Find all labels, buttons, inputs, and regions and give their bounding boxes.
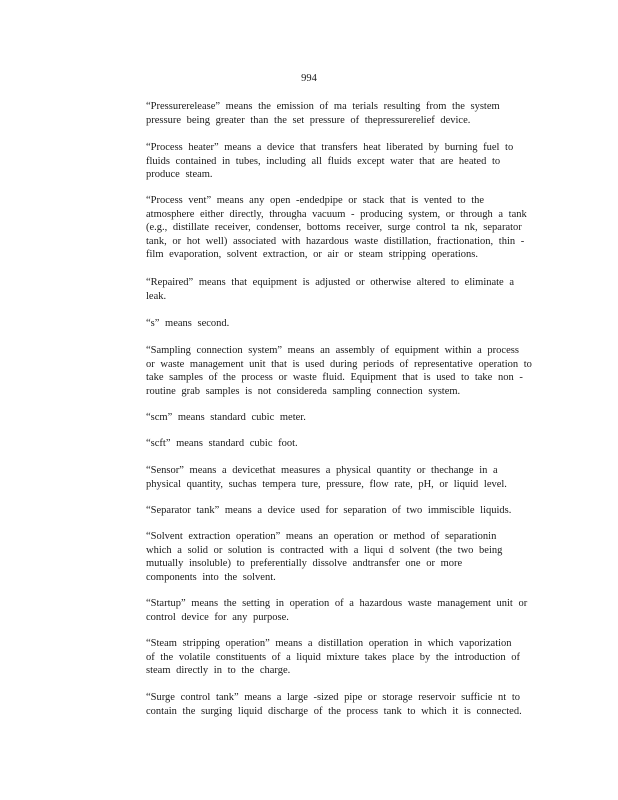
definition-line: components into the solvent.: [146, 571, 276, 583]
definition-line: mutually insoluble) to preferentially dissolve andtransfer one or more: [146, 558, 463, 570]
definition-sensor: [146, 464, 546, 491]
definition-line: “Separator tank” means a device used for separation of two immiscible liquids.: [146, 505, 512, 516]
definition-line: pressure being greater than the set pressure of thepressurerelief device.: [146, 114, 471, 126]
definition-line: “s” means second.: [146, 318, 230, 329]
definition-line: control device for any purpose.: [146, 611, 289, 623]
definition-line: “Sensor” means a devicethat measures a physical quantity or thechange in a: [146, 465, 498, 476]
definition-line: physical quantity, suchas tempera ture, pressure, flow rate, pH, or liquid level.: [146, 478, 507, 490]
definition-s: [146, 317, 546, 331]
definition-line: “Surge control tank” means a large -sized pipe or storage reservoir sufficie nt to: [146, 692, 521, 703]
definition-line: “Steam stripping operation” means a distillation operation in which vaporization: [146, 638, 512, 649]
definition-surge-control-tank: [146, 691, 546, 718]
definition-line: “Pressurerelease” means the emission of ma terials resulting from the system: [146, 101, 500, 112]
definition-process-heater: [146, 141, 546, 182]
definition-line: film evaporation, solvent extraction, or air or steam stripping operations.: [146, 249, 479, 261]
definition-separator-tank: [146, 504, 546, 518]
definition-line: “Solvent extraction operation” means an operation or method of separationin: [146, 531, 497, 542]
definition-line: routine grab samples is not considereda sampling connection system.: [146, 385, 461, 397]
definition-line: of the volatile constituents of a liquid mixture takes place by the introduction of: [146, 651, 521, 663]
definition-process-vent: [146, 194, 546, 262]
definition-line: “Process vent” means any open -endedpipe or stack that is vented to the: [146, 195, 485, 206]
definition-line: “Repaired” means that equipment is adjusted or otherwise altered to eliminate a: [146, 277, 515, 288]
definition-line: “Process heater” means a device that transfers heat liberated by burning fuel to: [146, 142, 514, 153]
definition-steam-stripping-operation: [146, 637, 546, 678]
definition-line: “Sampling connection system” means an assembly of equipment within a process: [146, 345, 519, 356]
definition-scft: [146, 437, 546, 451]
definition-startup: [146, 597, 546, 624]
definition-scm: [146, 411, 546, 425]
definition-line: take samples of the process or waste fluid. Equipment that is used to take non -: [146, 372, 523, 384]
definition-line: “scm” means standard cubic meter.: [146, 412, 306, 423]
definition-line: fluids contained in tubes, including all fluids except water that are heated to: [146, 155, 501, 167]
definition-line: (e.g., distillate receiver, condenser, bottoms receiver, surge control ta nk, separator: [146, 222, 522, 234]
definition-line: contain the surging liquid discharge of the process tank to which it is connected.: [146, 705, 522, 717]
definition-line: produce steam.: [146, 169, 213, 181]
definition-pressure-release: [146, 100, 546, 127]
definition-line: tank, or hot well) associated with hazardous waste distillation, fractionation, thin -: [146, 235, 525, 247]
definition-line: “Startup” means the setting in operation of a hazardous waste management unit or: [146, 598, 528, 609]
definition-solvent-extraction-operation: [146, 530, 546, 584]
definition-repaired: [146, 276, 546, 303]
definition-line: steam directly in to the charge.: [146, 665, 291, 677]
definition-line: “scft” means standard cubic foot.: [146, 438, 298, 449]
definition-line: atmosphere either directly, througha vacuum - producing system, or through a tank: [146, 208, 527, 220]
page-number: 994: [301, 73, 317, 84]
definition-sampling-connection-system: [146, 344, 546, 398]
definition-line: leak.: [146, 290, 167, 302]
definition-line: or waste management unit that is used during periods of representative operation to: [146, 358, 532, 370]
definition-line: which a solid or solution is contracted with a liqui d solvent (the two being: [146, 544, 503, 556]
